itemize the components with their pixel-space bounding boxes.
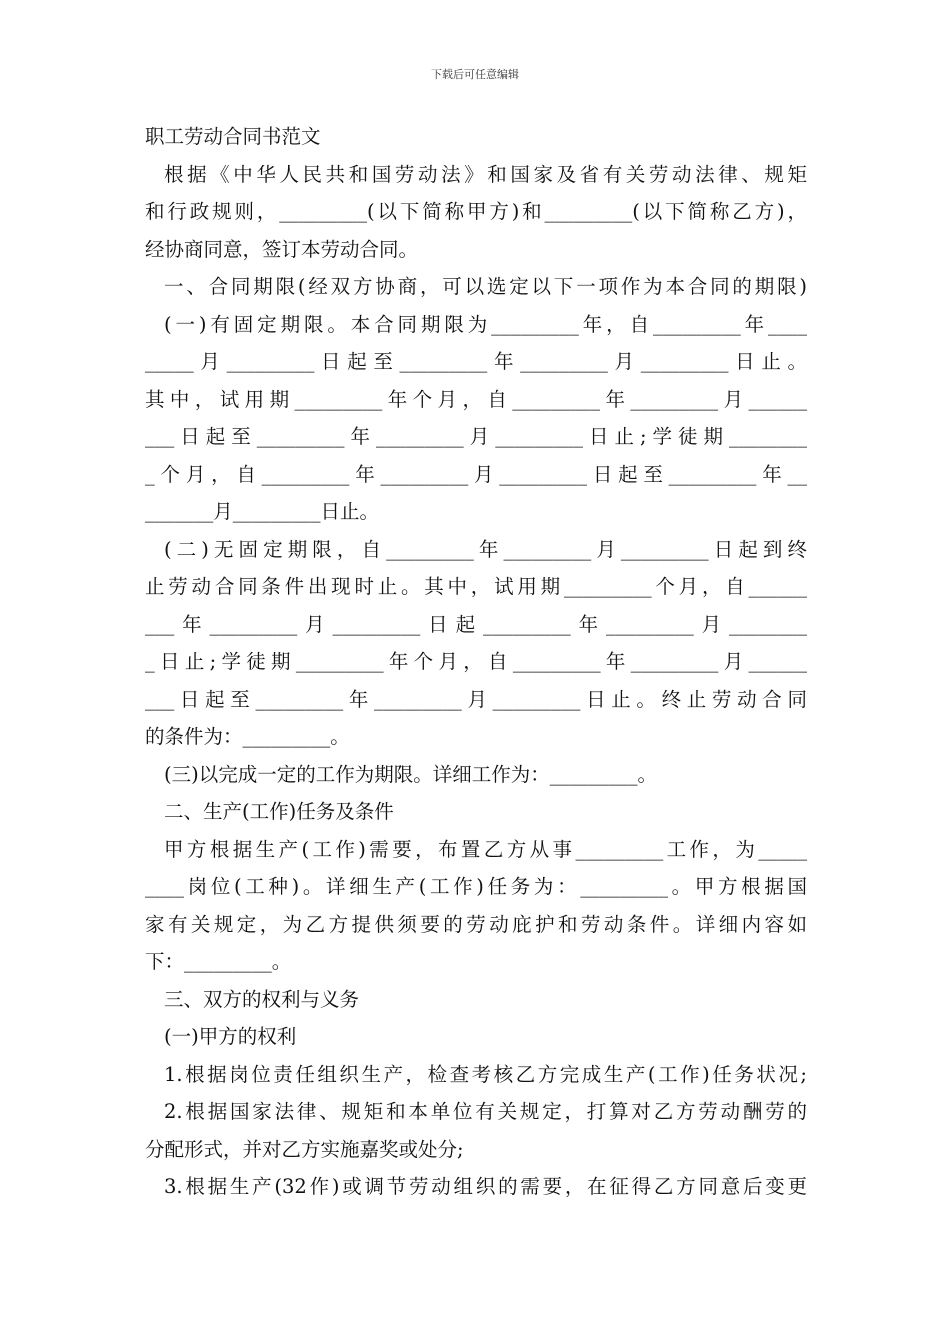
text-line: 甲方根据生产(工作)需要，布置乙方从事_________工作，为_____ (164, 837, 807, 861)
text-line: _______月_________日止。 (145, 500, 380, 523)
text-line: 一、合同期限(经双方协商，可以选定以下一项作为本合同的期限) (164, 275, 807, 298)
text-line: 三、双方的权利与义务 (164, 987, 360, 1011)
text-line: _日止;学徒期_________年个月，自_________年_________月______ (145, 650, 807, 673)
document-body (145, 118, 807, 1206)
text-line: (一)有固定期限。本合同期限为_________年，自_________年____ (164, 312, 807, 336)
text-line: ___日起至_________年_________月_________日止;学徒期________ (145, 425, 807, 448)
text-line: 2.根据国家法律、规矩和本单位有关规定，打算对乙方劳动酬劳的 (164, 1100, 807, 1123)
text-line: (三)以完成一定的工作为期限。详细工作为：_________。 (164, 762, 657, 786)
text-line: 分配形式，并对乙方实施嘉奖或处分; (145, 1137, 464, 1161)
text-line: ____岗位(工种)。详细生产(工作)任务为：_________。甲方根据国 (145, 875, 807, 898)
text-line: 1.根据岗位责任组织生产，检查考核乙方完成生产(工作)任务状况; (164, 1062, 807, 1086)
text-line: 的条件为：_________。 (145, 725, 350, 748)
text-line: _个月，自_________年_________月_________日起至_________年__ (145, 462, 807, 486)
text-line: 其中，试用期_________年个月，自_________年_________月______ (145, 387, 807, 411)
text-line: ___日起至_________年_________月_________日止。终止劳动合同 (145, 687, 807, 711)
text-line: 经协商同意，签订本劳动合同。 (145, 237, 419, 261)
text-line: ___年_________月_________日起_________年_________月________ (145, 612, 807, 636)
text-line: 3.根据生产(32作)或调节劳动组织的需要，在征得乙方同意后变更 (164, 1175, 807, 1198)
text-line: (二)无固定期限，自_________年_________月_________日起到终 (164, 537, 807, 561)
text-line: 和行政规则，_________(以下简称甲方)和_________(以下简称乙方)， (145, 200, 807, 223)
text-line: (一)甲方的权利 (164, 1025, 297, 1048)
text-line: 家有关规定，为乙方提供须要的劳动庇护和劳动条件。详细内容如 (145, 912, 807, 936)
text-line: 止劳动合同条件出现时止。其中，试用期_________个月，自______ (145, 575, 807, 598)
text-line: 下：_________。 (145, 950, 292, 973)
paragraph-lines (145, 156, 807, 1206)
text-line: 二、生产(工作)任务及条件 (164, 800, 394, 823)
text-line: _____月_________日起至_________年_________月_________日止。 (145, 350, 807, 373)
document-title: 职工劳动合同书范文 (145, 125, 321, 148)
text-line: 根据《中华人民共和国劳动法》和国家及省有关劳动法律、规矩 (164, 162, 807, 186)
header-note: 下载后可任意编辑 (431, 68, 519, 81)
